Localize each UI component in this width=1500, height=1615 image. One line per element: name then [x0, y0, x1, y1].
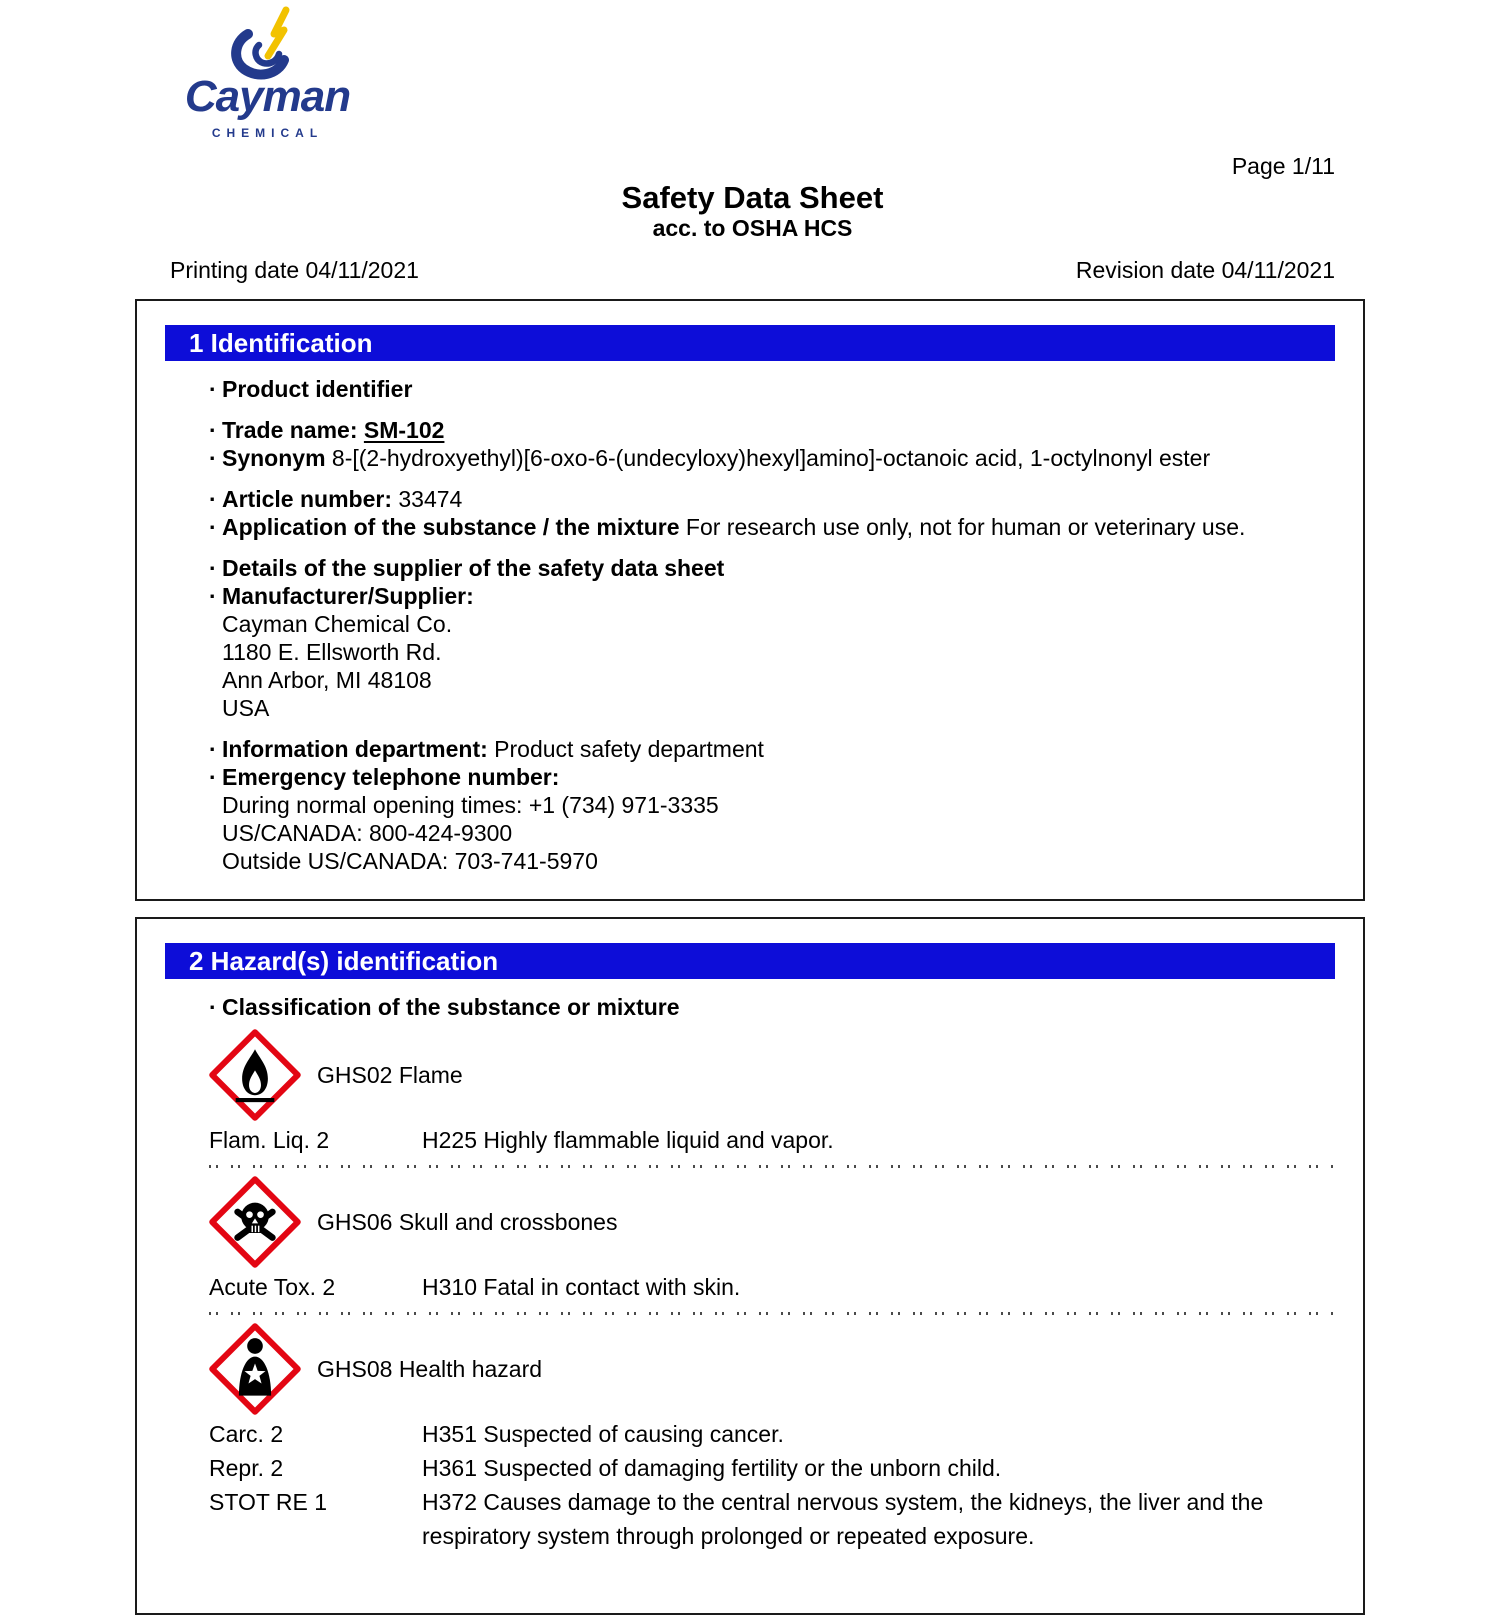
product-identifier-group	[209, 375, 1335, 403]
hazard-row	[209, 1485, 1335, 1553]
hazard-group-skull	[209, 1176, 1335, 1315]
manufacturer-label: Manufacturer/Supplier:	[222, 583, 474, 609]
ghs08-health-hazard-pictogram	[209, 1323, 301, 1415]
trade-name-group	[209, 416, 1335, 472]
application-line	[209, 513, 1335, 541]
trade-name-label: Trade name:	[222, 417, 358, 443]
trade-name-line	[209, 416, 1335, 444]
manufacturer-address-line: 1180 E. Ellsworth Rd.	[222, 639, 442, 665]
supplier-details-label: Details of the supplier of the safety data sheet	[222, 555, 725, 581]
classification-label: Classification of the substance or mixture	[222, 994, 680, 1020]
supplier-details-line	[209, 554, 1335, 582]
emergency-telephone-line	[209, 763, 1335, 791]
section-2-content	[165, 979, 1335, 1553]
emergency-telephone-label: Emergency telephone number:	[222, 764, 560, 790]
logo-brand-text: Cayman	[184, 72, 351, 121]
emergency-phone-line: Outside US/CANADA: 703-741-5970	[222, 848, 598, 874]
section-1-content	[165, 361, 1335, 875]
supplier-group	[209, 554, 1335, 722]
hazard-row	[209, 1123, 1335, 1157]
hazard-group-flame	[209, 1029, 1335, 1168]
dotted-separator	[209, 1312, 1335, 1315]
dotted-separator	[209, 1165, 1335, 1168]
article-number-line	[209, 485, 1335, 513]
pictogram-label: GHS02 Flame	[317, 1062, 463, 1088]
classification-line	[209, 993, 1335, 1021]
section-1-header: 1 Identification	[165, 325, 1335, 361]
emergency-phone-line: During normal opening times: +1 (734) 971-3335	[222, 792, 719, 818]
pictogram-label: GHS08 Health hazard	[317, 1356, 543, 1382]
application-value: For research use only, not for human or veterinary use.	[685, 514, 1246, 540]
page-header	[0, 0, 1500, 283]
page-number: Page 1/11	[1231, 153, 1335, 179]
manufacturer-address-line: Ann Arbor, MI 48108	[222, 667, 432, 693]
application-label: Application of the substance / the mixture	[222, 514, 680, 540]
pictogram-row	[209, 1029, 1335, 1121]
dates-row	[170, 257, 1335, 283]
pictogram-row	[209, 1176, 1335, 1268]
synonym-value: 8-[(2-hydroxyethyl)[6-oxo-6-(undecyloxy)hexyl]amino]-octanoic acid, 1-octylnonyl ester	[331, 445, 1211, 471]
revision-date: Revision date 04/11/2021	[1075, 257, 1335, 283]
printing-date: Printing date 04/11/2021	[170, 257, 419, 283]
trade-name-value: SM-102	[363, 417, 445, 443]
hazard-statement: H372 Causes damage to the central nervous system, the kidneys, the liver and the respiratory system through prolonged or repeated exposure.	[422, 1489, 1264, 1549]
ghs06-skull-pictogram	[209, 1176, 301, 1268]
synonym-label: Synonym	[222, 445, 326, 471]
article-number-value: 33474	[398, 486, 463, 512]
emergency-phone-line: US/CANADA: 800-424-9300	[222, 820, 513, 846]
section-hazards-identification	[135, 917, 1365, 1615]
product-identifier-line	[209, 375, 1335, 403]
article-group	[209, 485, 1335, 541]
hazard-statement: H351 Suspected of causing cancer.	[422, 1421, 784, 1447]
hazard-statement: H361 Suspected of damaging fertility or the unborn child.	[422, 1455, 1002, 1481]
section-2-header: 2 Hazard(s) identification	[165, 943, 1335, 979]
hazard-class: Flam. Liq. 2	[209, 1127, 330, 1153]
pictogram-row	[209, 1323, 1335, 1415]
manufacturer-address-line: USA	[222, 695, 270, 721]
pictogram-label: GHS06 Skull and crossbones	[317, 1209, 618, 1235]
information-department-value: Product safety department	[494, 736, 764, 762]
logo-tagline-text: CHEMICAL	[211, 126, 324, 140]
hazard-class: STOT RE 1	[209, 1489, 328, 1515]
document-subtitle: acc. to OSHA HCS	[652, 215, 853, 241]
hazard-row	[209, 1270, 1335, 1304]
cayman-logo-mark-icon	[208, 8, 328, 80]
synonym-line	[209, 444, 1335, 472]
manufacturer-line	[209, 582, 1335, 610]
product-identifier-label: Product identifier	[222, 376, 413, 402]
hazard-statement: H310 Fatal in contact with skin.	[422, 1274, 741, 1300]
cayman-logo	[170, 8, 365, 147]
hazard-class: Carc. 2	[209, 1421, 284, 1447]
information-department-label: Information department:	[222, 736, 488, 762]
hazard-class: Repr. 2	[209, 1455, 284, 1481]
hazard-row	[209, 1417, 1335, 1451]
article-number-label: Article number:	[222, 486, 392, 512]
manufacturer-address-line: Cayman Chemical Co.	[222, 611, 453, 637]
hazard-class: Acute Tox. 2	[209, 1274, 336, 1300]
contact-group	[209, 735, 1335, 875]
hazard-row	[209, 1451, 1335, 1485]
hazard-group-health	[209, 1323, 1335, 1553]
section-identification	[135, 299, 1365, 901]
document-title: Safety Data Sheet	[621, 180, 884, 215]
ghs02-flame-pictogram	[209, 1029, 301, 1121]
information-department-line	[209, 735, 1335, 763]
hazard-statement: H225 Highly flammable liquid and vapor.	[422, 1127, 834, 1153]
